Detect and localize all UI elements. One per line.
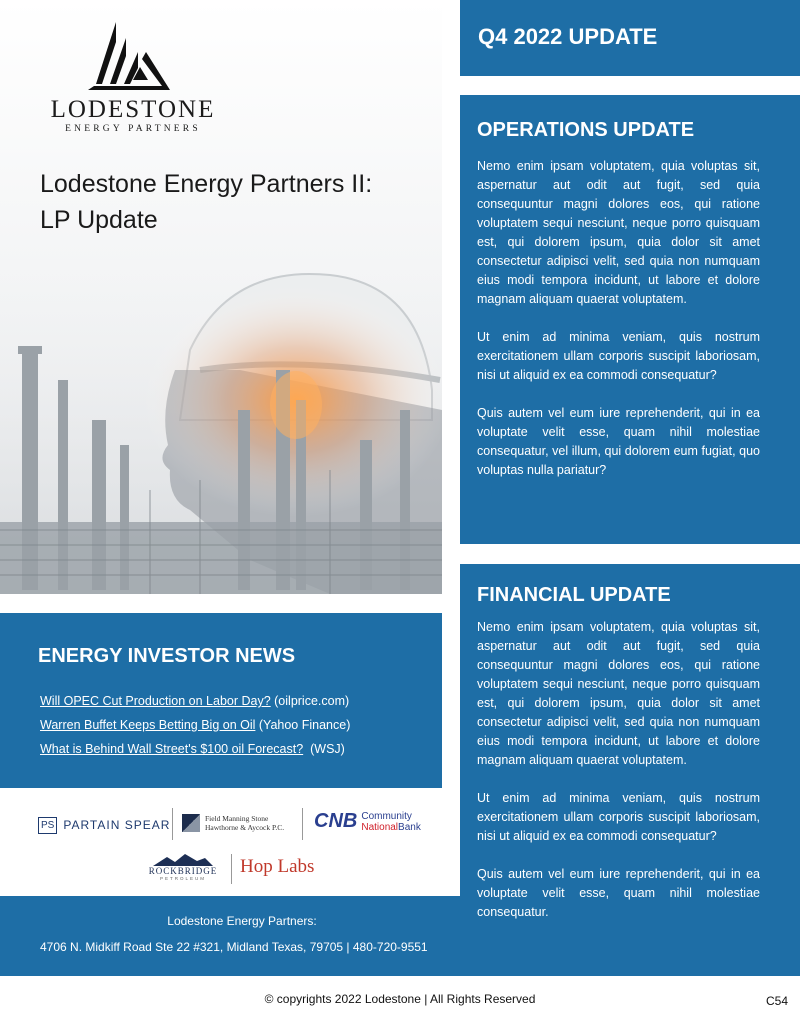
sponsor-divider xyxy=(231,854,232,884)
operations-heading: OPERATIONS UPDATE xyxy=(477,119,695,141)
news-list xyxy=(40,689,435,761)
financial-body xyxy=(477,618,760,941)
partain-spear-mark: PS xyxy=(38,817,57,834)
q4-header xyxy=(460,0,800,76)
cnb-text xyxy=(361,811,421,833)
news-item xyxy=(40,737,435,761)
sponsor-logos xyxy=(0,790,442,896)
news-item xyxy=(40,713,435,737)
rockbridge-mountain-icon xyxy=(153,854,213,866)
q4-title: Q4 2022 UPDATE xyxy=(478,24,658,49)
operations-paragraph: Quis autem vel eum iure reprehenderit, qui in ea voluptate velit esse, quam nihil molestiae consequatur, vel illum, qui dolorem eum fugiat, quo voluptas nulla pariatur? xyxy=(477,406,760,477)
operations-paragraph: Nemo enim ipsam voluptatem, quia voluptas sit, aspernatur aut odit aut fugit, sed quia consequuntur magni dolores eos, qui ratione voluptatem sequi nesciunt, neque porro quisquam est, qui dolorem ipsum, quia dolor sit amet consectetur adipisci velit, sed quia non numquam eius modi tempora incidunt, ut labore et dolore magnam aliquam quaerat voluptatem. xyxy=(477,159,760,306)
news-link-buffet[interactable]: Warren Buffet Keeps Betting Big on Oil xyxy=(40,718,256,732)
news-item xyxy=(40,689,435,713)
rockbridge-logo xyxy=(145,854,221,881)
news-link-opec[interactable]: Will OPEC Cut Production on Labor Day? xyxy=(40,694,271,708)
news-link-wall-street[interactable]: What is Behind Wall Street's $100 oil Forecast? xyxy=(40,742,304,756)
rockbridge-name: ROCKBRIDGE xyxy=(148,866,218,876)
logo-name: LODESTONE xyxy=(50,96,216,123)
financial-update-panel xyxy=(460,564,800,976)
news-heading: ENERGY INVESTOR NEWS xyxy=(38,645,296,667)
financial-heading: FINANCIAL UPDATE xyxy=(477,584,671,606)
operations-update-panel xyxy=(460,95,800,544)
copyright-text: © copyrights 2022 Lodestone | All Rights Reserved xyxy=(264,992,536,1006)
financial-paragraph: Ut enim ad minima veniam, quis nostrum exercitationem ullam corporis suscipit laboriosam, nisi ut aliquid ex ea commodi consequatur? xyxy=(477,791,760,843)
news-source: (Yahoo Finance) xyxy=(255,718,351,732)
partain-spear-name: PARTAIN SPEAR xyxy=(63,818,171,832)
company-name: Lodestone Energy Partners: xyxy=(167,914,317,928)
logo-tagline: ENERGY PARTNERS xyxy=(65,124,201,134)
financial-paragraph: Nemo enim ipsam voluptatem, quia voluptas sit, aspernatur aut odit aut fugit, sed quia consequuntur magni dolores eos, qui ratione voluptatem sequi nesciunt, neque porro quisquam est, qui dolorem ipsum, quia dolor sit amet consectetur adipisci velit, sed quia non numquam eius modi tempora incidunt, ut labore et dolore magnam aliquam quaerat voluptatem. xyxy=(477,620,760,767)
hop-labs-logo: Hop Labs xyxy=(240,856,315,877)
community-national-bank-logo xyxy=(314,810,421,833)
cnb-line1: Community xyxy=(361,810,412,822)
investor-news-panel xyxy=(0,613,442,788)
title-line-2: LP Update xyxy=(40,206,158,234)
page-code: C54 xyxy=(765,994,788,1008)
address-bar xyxy=(0,896,460,976)
sponsor-divider xyxy=(302,808,303,840)
sponsor-divider xyxy=(172,808,173,840)
cover-panel xyxy=(0,0,442,594)
company-address: 4706 N. Midkiff Road Ste 22 #321, Midland Texas, 79705 | 480-720-9551 xyxy=(40,940,428,954)
refinery-worker-photo xyxy=(0,260,442,594)
cnb-national: National xyxy=(361,821,399,833)
financial-paragraph: Quis autem vel eum iure reprehenderit, qui in ea voluptate velit esse, quam nihil molestiae consequatur. xyxy=(477,867,760,919)
title-line-1: Lodestone Energy Partners II: xyxy=(40,170,373,198)
operations-paragraph: Ut enim ad minima veniam, quis nostrum exercitationem ullam corporis suscipit laboriosam, nisi ut aliquid ex ea commodi consequatur? xyxy=(477,330,760,382)
cnb-bank: Bank xyxy=(398,821,421,833)
partain-spear-logo xyxy=(38,814,170,836)
cnb-mark: CNB xyxy=(314,810,358,832)
document-title xyxy=(40,166,420,238)
rockbridge-sub: PETROLEUM xyxy=(159,876,206,881)
field-manning-line1: Field Manning Stone xyxy=(205,814,269,823)
news-source: (oilprice.com) xyxy=(270,694,350,708)
field-manning-text xyxy=(205,814,284,832)
field-manning-line2: Hawthorne & Aycock P.C. xyxy=(205,823,285,832)
news-source: (WSJ) xyxy=(303,742,345,756)
field-manning-logo xyxy=(182,814,284,832)
field-manning-mark-icon xyxy=(182,814,200,832)
lodestone-mark-icon xyxy=(88,22,170,92)
cnb-line2 xyxy=(361,822,421,833)
operations-body xyxy=(477,157,760,499)
